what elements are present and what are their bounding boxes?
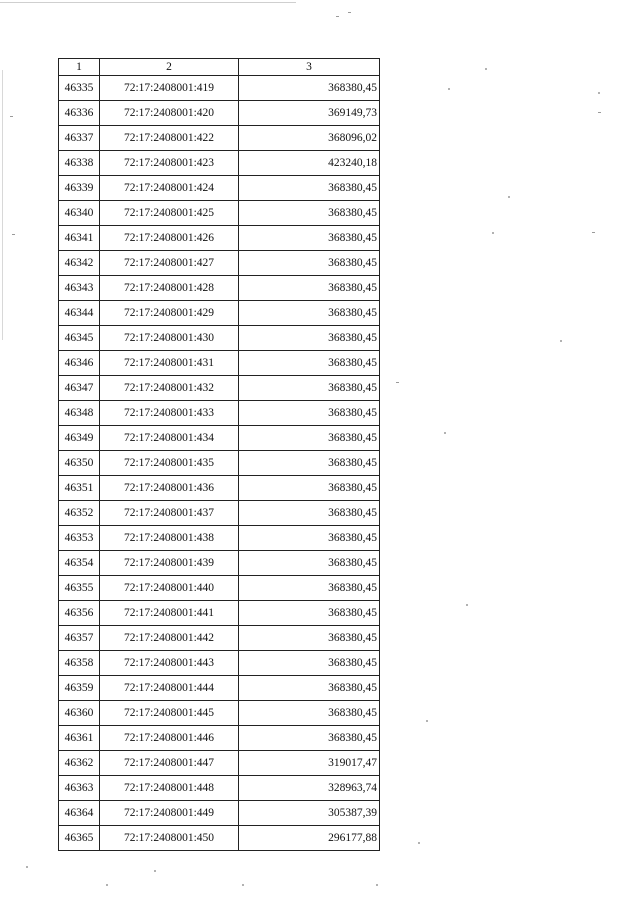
row-number-cell: 46361: [59, 726, 100, 751]
row-number-cell: 46349: [59, 426, 100, 451]
scan-dot: [106, 884, 108, 886]
row-number-cell: 46358: [59, 651, 100, 676]
column-header-1: 1: [59, 59, 100, 76]
row-number-cell: 46362: [59, 751, 100, 776]
table-row: [59, 501, 380, 526]
value-cell: 368380,45: [239, 351, 380, 376]
scan-dot: [466, 604, 468, 606]
row-number-cell: 46356: [59, 601, 100, 626]
row-number-cell: 46363: [59, 776, 100, 801]
cadastral-number-cell: 72:17:2408001:448: [100, 776, 239, 801]
value-cell: 368380,45: [239, 501, 380, 526]
scan-speck: [396, 382, 399, 383]
table-row: [59, 751, 380, 776]
row-number-cell: 46335: [59, 76, 100, 101]
scan-dot: [26, 866, 28, 868]
row-number-cell: 46344: [59, 301, 100, 326]
row-number-cell: 46359: [59, 676, 100, 701]
row-number-cell: 46351: [59, 476, 100, 501]
scan-dot: [598, 92, 600, 94]
value-cell: 368380,45: [239, 551, 380, 576]
scan-dot: [154, 870, 156, 872]
scan-dot: [444, 432, 446, 434]
table-row: [59, 551, 380, 576]
scan-speck: [10, 116, 13, 117]
value-cell: 368380,45: [239, 701, 380, 726]
cadastral-number-cell: 72:17:2408001:447: [100, 751, 239, 776]
table-row: [59, 351, 380, 376]
table-row: [59, 776, 380, 801]
row-number-cell: 46337: [59, 126, 100, 151]
table-row: [59, 651, 380, 676]
scan-dot: [376, 884, 378, 886]
scan-dot: [242, 884, 244, 886]
table-row: [59, 701, 380, 726]
table-row: [59, 601, 380, 626]
cadastral-number-cell: 72:17:2408001:441: [100, 601, 239, 626]
value-cell: 368380,45: [239, 176, 380, 201]
table-row: [59, 76, 380, 101]
data-table: [58, 58, 380, 851]
row-number-cell: 46364: [59, 801, 100, 826]
cadastral-number-cell: 72:17:2408001:449: [100, 801, 239, 826]
value-cell: 423240,18: [239, 151, 380, 176]
cadastral-number-cell: 72:17:2408001:432: [100, 376, 239, 401]
scan-top-rule: [0, 2, 296, 3]
table-header-row: [59, 59, 380, 76]
cadastral-number-cell: 72:17:2408001:422: [100, 126, 239, 151]
value-cell: 369149,73: [239, 101, 380, 126]
cadastral-number-cell: 72:17:2408001:425: [100, 201, 239, 226]
table-row: [59, 801, 380, 826]
value-cell: 368380,45: [239, 251, 380, 276]
cadastral-number-cell: 72:17:2408001:419: [100, 76, 239, 101]
table-row: [59, 301, 380, 326]
row-number-cell: 46342: [59, 251, 100, 276]
cadastral-number-cell: 72:17:2408001:437: [100, 501, 239, 526]
table-row: [59, 176, 380, 201]
value-cell: 368380,45: [239, 476, 380, 501]
cadastral-number-cell: 72:17:2408001:430: [100, 326, 239, 351]
value-cell: 368380,45: [239, 276, 380, 301]
row-number-cell: 46360: [59, 701, 100, 726]
value-cell: 368380,45: [239, 601, 380, 626]
cadastral-number-cell: 72:17:2408001:426: [100, 226, 239, 251]
table-row: [59, 726, 380, 751]
table-row: [59, 151, 380, 176]
row-number-cell: 46341: [59, 226, 100, 251]
cadastral-number-cell: 72:17:2408001:424: [100, 176, 239, 201]
value-cell: 368380,45: [239, 576, 380, 601]
table-row: [59, 676, 380, 701]
cadastral-number-cell: 72:17:2408001:440: [100, 576, 239, 601]
table-row: [59, 201, 380, 226]
table-row: [59, 326, 380, 351]
table-header: [59, 59, 380, 76]
value-cell: 368380,45: [239, 676, 380, 701]
table-row: [59, 126, 380, 151]
row-number-cell: 46354: [59, 551, 100, 576]
value-cell: 296177,88: [239, 826, 380, 851]
scan-dot: [485, 68, 487, 70]
value-cell: 368380,45: [239, 526, 380, 551]
table-row: [59, 376, 380, 401]
table-row: [59, 526, 380, 551]
row-number-cell: 46365: [59, 826, 100, 851]
column-header-3: 3: [239, 59, 380, 76]
value-cell: 319017,47: [239, 751, 380, 776]
cadastral-number-cell: 72:17:2408001:427: [100, 251, 239, 276]
value-cell: 368380,45: [239, 376, 380, 401]
cadastral-number-cell: 72:17:2408001:438: [100, 526, 239, 551]
row-number-cell: 46347: [59, 376, 100, 401]
value-cell: 368380,45: [239, 226, 380, 251]
row-number-cell: 46348: [59, 401, 100, 426]
value-cell: 368380,45: [239, 76, 380, 101]
value-cell: 368380,45: [239, 201, 380, 226]
table-body: [59, 76, 380, 851]
row-number-cell: 46336: [59, 101, 100, 126]
table-row: [59, 626, 380, 651]
cadastral-number-cell: 72:17:2408001:423: [100, 151, 239, 176]
cadastral-number-cell: 72:17:2408001:450: [100, 826, 239, 851]
row-number-cell: 46352: [59, 501, 100, 526]
cadastral-number-cell: 72:17:2408001:429: [100, 301, 239, 326]
scan-dot: [426, 720, 428, 722]
row-number-cell: 46338: [59, 151, 100, 176]
table-row: [59, 101, 380, 126]
table-row: [59, 251, 380, 276]
cadastral-number-cell: 72:17:2408001:434: [100, 426, 239, 451]
scan-dot: [492, 232, 494, 234]
scan-dot: [418, 842, 420, 844]
table-row: [59, 826, 380, 851]
table-row: [59, 276, 380, 301]
row-number-cell: 46350: [59, 451, 100, 476]
row-number-cell: 46345: [59, 326, 100, 351]
table-row: [59, 451, 380, 476]
cadastral-number-cell: 72:17:2408001:442: [100, 626, 239, 651]
row-number-cell: 46357: [59, 626, 100, 651]
value-cell: 368380,45: [239, 401, 380, 426]
scan-speck: [348, 12, 351, 13]
table-row: [59, 476, 380, 501]
row-number-cell: 46339: [59, 176, 100, 201]
row-number-cell: 46355: [59, 576, 100, 601]
value-cell: 368380,45: [239, 651, 380, 676]
value-cell: 305387,39: [239, 801, 380, 826]
value-cell: 368380,45: [239, 301, 380, 326]
scan-speck: [336, 16, 339, 17]
row-number-cell: 46343: [59, 276, 100, 301]
cadastral-number-cell: 72:17:2408001:445: [100, 701, 239, 726]
value-cell: 368096,02: [239, 126, 380, 151]
column-header-2: 2: [100, 59, 239, 76]
value-cell: 328963,74: [239, 776, 380, 801]
value-cell: 368380,45: [239, 726, 380, 751]
scan-speck: [598, 112, 601, 113]
value-cell: 368380,45: [239, 426, 380, 451]
table-row: [59, 226, 380, 251]
table-row: [59, 576, 380, 601]
scan-dot: [560, 340, 562, 342]
value-cell: 368380,45: [239, 326, 380, 351]
cadastral-number-cell: 72:17:2408001:444: [100, 676, 239, 701]
cadastral-number-cell: 72:17:2408001:436: [100, 476, 239, 501]
cadastral-number-cell: 72:17:2408001:428: [100, 276, 239, 301]
scan-speck: [12, 234, 15, 235]
cadastral-number-cell: 72:17:2408001:439: [100, 551, 239, 576]
cadastral-number-cell: 72:17:2408001:420: [100, 101, 239, 126]
scan-dot: [448, 88, 450, 90]
cadastral-number-cell: 72:17:2408001:435: [100, 451, 239, 476]
value-cell: 368380,45: [239, 451, 380, 476]
cadastral-number-cell: 72:17:2408001:433: [100, 401, 239, 426]
scan-speck: [592, 232, 595, 233]
cadastral-number-cell: 72:17:2408001:446: [100, 726, 239, 751]
scan-dot: [508, 196, 510, 198]
cadastral-number-cell: 72:17:2408001:443: [100, 651, 239, 676]
row-number-cell: 46346: [59, 351, 100, 376]
table-row: [59, 426, 380, 451]
cadastral-number-cell: 72:17:2408001:431: [100, 351, 239, 376]
row-number-cell: 46340: [59, 201, 100, 226]
value-cell: 368380,45: [239, 626, 380, 651]
table-row: [59, 401, 380, 426]
row-number-cell: 46353: [59, 526, 100, 551]
scan-left-edge: [2, 70, 3, 340]
